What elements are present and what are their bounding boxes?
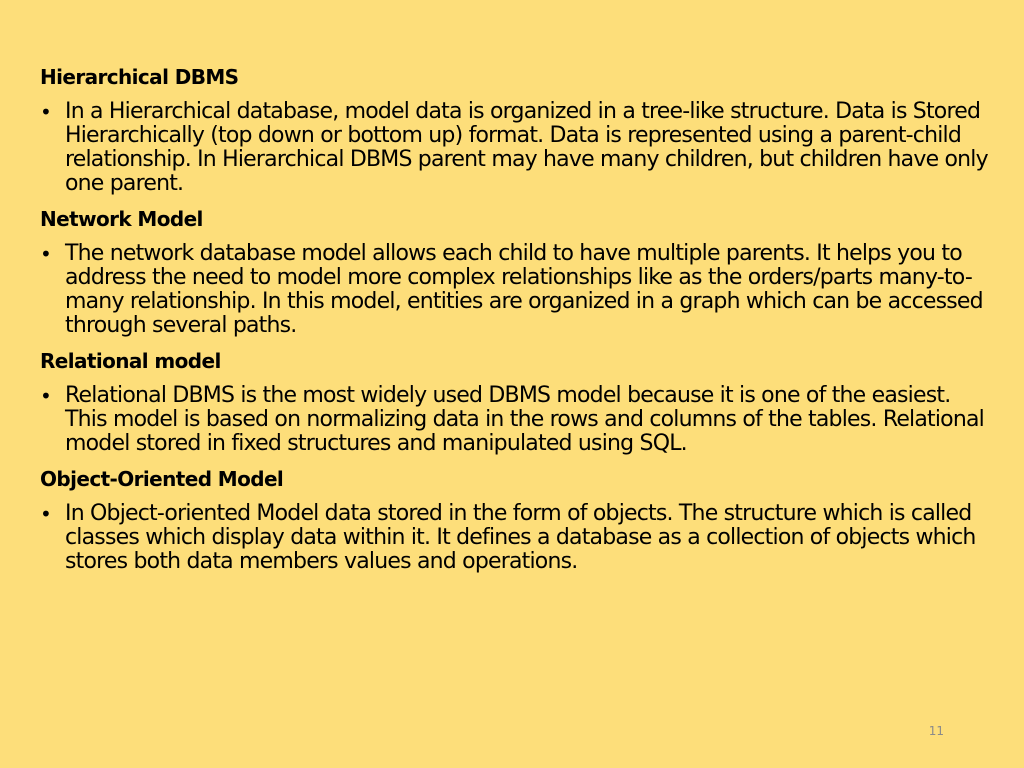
section-relational-model	[40, 346, 990, 456]
bullet-dot-icon: •	[40, 242, 51, 266]
section-heading: Object-Oriented Model	[40, 467, 284, 491]
bullet-dot-icon: •	[40, 384, 51, 408]
section-hierarchical-dbms	[40, 62, 990, 196]
section-network-model	[40, 204, 990, 338]
bullet-item	[40, 384, 990, 456]
bullet-text: In a Hierarchical database, model data is organized in a tree-like structure. Data is Stored Hierarchically (top down or bottom up) format. Data is represented using a parent-child relationship. In Hierarchical DBMS parent may have many children, but children have only one parent.	[65, 99, 988, 196]
section-heading: Hierarchical DBMS	[40, 65, 239, 89]
bullet-text: The network database model allows each child to have multiple parents. It helps you to address the need to model more complex relationships like as the orders/parts many-to-many relationship. In this model, entities are organized in a graph which can be accessed through several paths.	[65, 241, 983, 338]
slide-content	[40, 62, 990, 582]
section-object-oriented-model	[40, 464, 990, 574]
bullet-dot-icon: •	[40, 100, 51, 124]
bullet-item	[40, 242, 990, 338]
section-heading: Relational model	[40, 349, 221, 373]
bullet-text: In Object-oriented Model data stored in the form of objects. The structure which is called classes which display data within it. It defines a database as a collection of objects which stores both data members values and operations.	[65, 501, 976, 574]
bullet-dot-icon: •	[40, 502, 51, 526]
bullet-text: Relational DBMS is the most widely used DBMS model because it is one of the easiest. This model is based on normalizing data in the rows and columns of the tables. Relational model stored in fixed structures and manipulated using SQL.	[65, 383, 984, 456]
section-heading: Network Model	[40, 207, 203, 231]
page-number: 11	[928, 724, 944, 738]
bullet-item	[40, 502, 990, 574]
bullet-item	[40, 100, 990, 196]
